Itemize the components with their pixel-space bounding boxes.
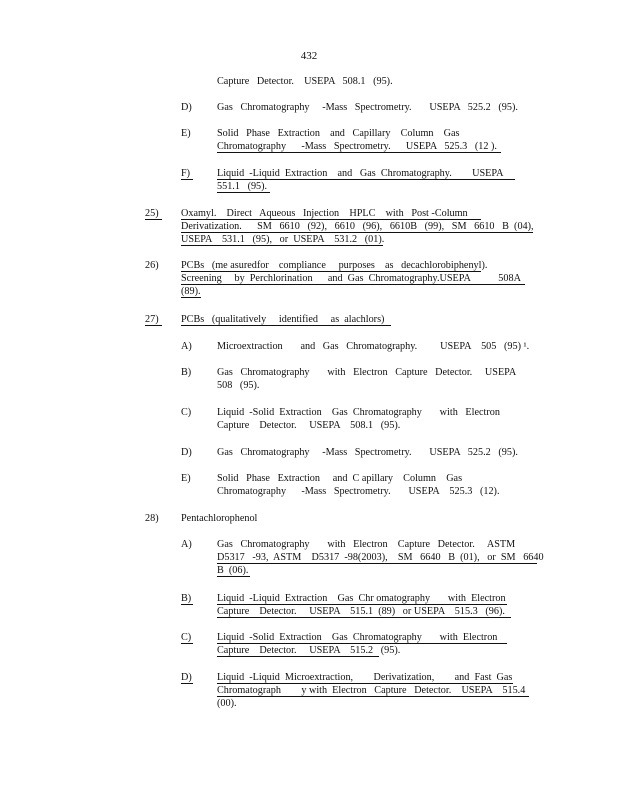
underline-rule xyxy=(181,271,481,272)
text-line: Liquid -Solid Extraction Gas Chromatography with Electron xyxy=(217,632,498,643)
item-text xyxy=(217,631,497,657)
item-text xyxy=(217,340,529,353)
text-line: Capture Detector. USEPA 508.1 (95). xyxy=(217,76,393,87)
text-line: Liquid -Liquid Extraction and Gas Chromatography. USEPA xyxy=(217,168,504,179)
underline-rule xyxy=(217,604,507,605)
item-text xyxy=(217,446,518,459)
text-line: Liquid -Solid Extraction Gas Chromatography with Electron xyxy=(217,407,500,418)
text-line: Microextraction and Gas Chromatography. USEPA 505 (95) ¹. xyxy=(217,341,530,352)
text-line: Derivatization. SM 6610 (92), 6610 (96), 6610B (99), SM 6610 B (04), xyxy=(181,221,534,232)
text-line: Oxamyl. Direct Aqueous Injection HPLC with Post -Column xyxy=(181,208,468,219)
section-number: 27) xyxy=(145,314,159,325)
item-text xyxy=(217,127,497,153)
underline-rule xyxy=(217,152,501,153)
underline-rule xyxy=(217,643,507,644)
text-line: (89). xyxy=(181,286,201,297)
item-label: C) xyxy=(181,632,192,643)
text-line: Gas Chromatography with Electron Capture Detector. USEPA xyxy=(217,367,517,378)
item-label: B) xyxy=(181,367,192,378)
underline-rule xyxy=(181,232,533,233)
text-line: (00). xyxy=(217,698,237,709)
underline-rule xyxy=(181,179,193,180)
item-text xyxy=(217,671,525,710)
text-line: PCBs (qualitatively identified as alachlors) xyxy=(181,314,385,325)
item-label: A) xyxy=(181,539,192,550)
underline-rule xyxy=(217,656,379,657)
section-text xyxy=(181,207,534,246)
underline-rule xyxy=(145,219,162,220)
underline-rule xyxy=(217,179,515,180)
section-number: 28) xyxy=(145,513,159,524)
text-line: Liquid -Liquid Extraction Gas Chr omatography with Electron xyxy=(217,593,506,604)
text-line: USEPA 531.1 (95), or USEPA 531.2 (01). xyxy=(181,234,385,245)
text-line: 551.1 (95). xyxy=(217,181,268,192)
underline-rule xyxy=(217,563,537,564)
text-line: B (06). xyxy=(217,565,249,576)
item-label: D) xyxy=(181,102,192,113)
section-text xyxy=(181,512,257,525)
item-text xyxy=(217,366,516,392)
text-line: Gas Chromatography -Mass Spectrometry. USEPA 525.2 (95). xyxy=(217,102,518,113)
item-label: A) xyxy=(181,341,192,352)
item-label: E) xyxy=(181,473,191,484)
section-text xyxy=(181,259,521,298)
item-label: D) xyxy=(181,672,192,683)
underline-rule xyxy=(181,683,193,684)
text-line: D5317 -93, ASTM D5317 -98(2003), SM 6640 B (01), or SM 6640 xyxy=(217,552,544,563)
text-line: Pentachlorophenol xyxy=(181,513,258,524)
underline-rule xyxy=(181,325,391,326)
item-label: C) xyxy=(181,407,192,418)
underline-rule xyxy=(181,219,481,220)
underline-rule xyxy=(217,617,511,618)
text-line: Solid Phase Extraction and Capillary Column Gas xyxy=(217,128,460,139)
underline-rule xyxy=(181,245,383,246)
text-line: Capture Detector. USEPA 515.1 (89) or USEPA 515.3 (96). xyxy=(217,606,505,617)
item-text xyxy=(217,167,503,193)
item-text xyxy=(217,406,500,432)
text-line: Gas Chromatography -Mass Spectrometry. USEPA 525.2 (95). xyxy=(217,447,518,458)
item-label: E) xyxy=(181,128,191,139)
underline-rule xyxy=(145,325,162,326)
text-line: Chromatography -Mass Spectrometry. USEPA 525.3 (12). xyxy=(217,486,500,497)
text-line: Liquid -Liquid Microextraction, Derivatization, and Fast Gas xyxy=(217,672,513,683)
item-text xyxy=(217,538,544,577)
text-line: Chromatography -Mass Spectrometry. USEPA 525.3 (12 ). xyxy=(217,141,497,152)
text-line: PCBs (me asuredfor compliance purposes as decachlorobiphenyl). xyxy=(181,260,488,271)
underline-rule xyxy=(217,576,250,577)
underline-rule xyxy=(181,604,193,605)
item-label: D) xyxy=(181,447,192,458)
underline-rule xyxy=(217,696,529,697)
item-text xyxy=(217,472,500,498)
underline-rule xyxy=(181,284,525,285)
text-line: 508 (95). xyxy=(217,380,260,391)
underline-rule xyxy=(181,643,193,644)
item-text xyxy=(217,101,518,114)
text-line: Gas Chromatography with Electron Capture Detector. ASTM xyxy=(217,539,516,550)
underline-rule xyxy=(217,683,513,684)
text-line: Capture Detector. USEPA 515.2 (95). xyxy=(217,645,401,656)
text-line: Chromatograph y with Electron Capture Detector. USEPA 515.4 xyxy=(217,685,526,696)
item-label: B) xyxy=(181,593,192,604)
underline-rule xyxy=(181,297,201,298)
page-number: 432 xyxy=(300,50,318,62)
underline-rule xyxy=(217,192,270,193)
item-label: F) xyxy=(181,168,191,179)
text-line: Capture Detector. USEPA 508.1 (95). xyxy=(217,420,401,431)
text-line: Screening by Perchlorination and Gas Chromatography.USEPA 508A xyxy=(181,273,521,284)
section-number: 26) xyxy=(145,260,159,271)
item-text xyxy=(217,592,506,618)
text-line: Solid Phase Extraction and C apillary Column Gas xyxy=(217,473,463,484)
section-number: 25) xyxy=(145,208,159,219)
continuation-line xyxy=(217,75,393,88)
